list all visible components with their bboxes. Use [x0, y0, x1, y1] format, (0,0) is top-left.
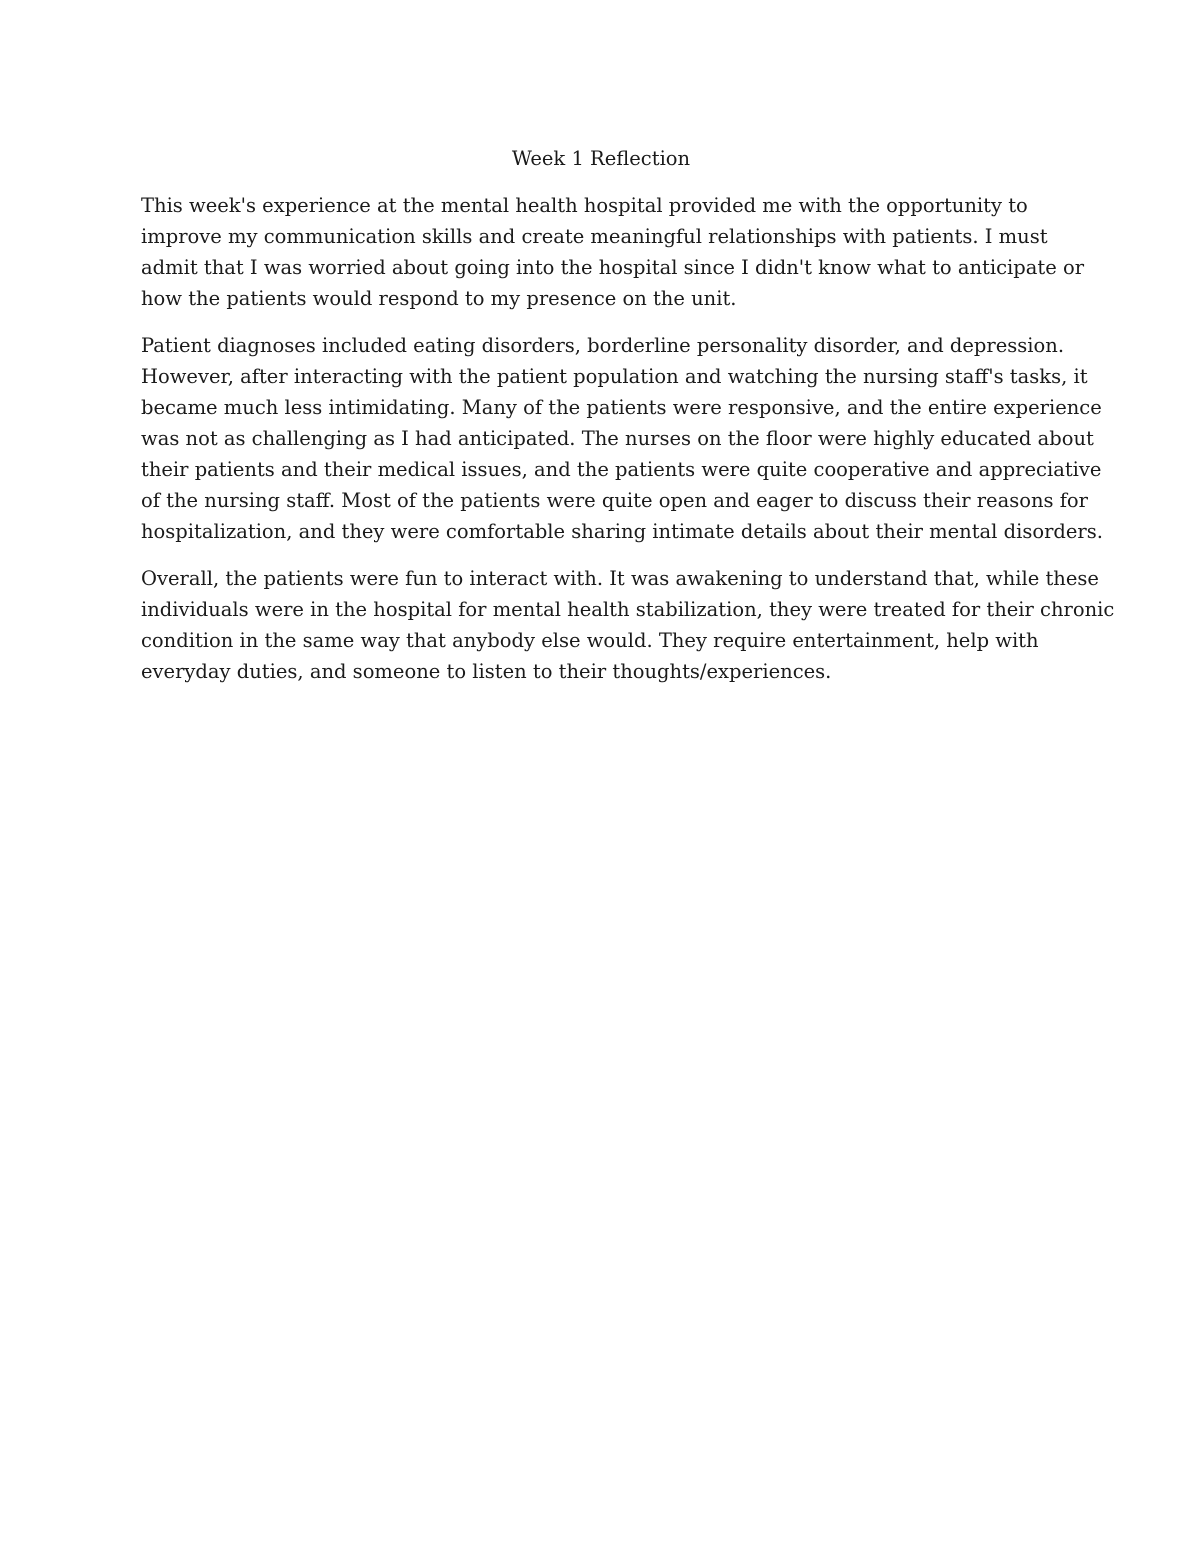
document-title: Week 1 Reflection — [511, 147, 691, 170]
paragraph-line: of the nursing staff. Most of the patients were quite open and eager to discuss their reasons for — [141, 489, 1088, 512]
paragraph-line: everyday duties, and someone to listen to their thoughts/experiences. — [141, 660, 832, 683]
paragraph-line: individuals were in the hospital for mental health stabilization, they were treated for their chronic — [141, 598, 1115, 621]
paragraph-1 — [141, 190, 1085, 314]
document-body — [141, 143, 1115, 703]
paragraph-line: admit that I was worried about going into the hospital since I didn't know what to anticipate or — [141, 256, 1085, 279]
paragraph-line: was not as challenging as I had anticipated. The nurses on the floor were highly educated about — [141, 427, 1094, 450]
paragraph-line: their patients and their medical issues, and the patients were quite cooperative and appreciative — [141, 458, 1102, 481]
paragraph-line: hospitalization, and they were comfortable sharing intimate details about their mental disorders. — [141, 520, 1103, 543]
paragraph-line: Overall, the patients were fun to interact with. It was awakening to understand that, while these — [141, 567, 1099, 590]
paragraph-line: However, after interacting with the patient population and watching the nursing staff's tasks, it — [141, 365, 1088, 388]
paragraph-line: This week's experience at the mental health hospital provided me with the opportunity to — [141, 194, 1028, 217]
paragraph-2 — [141, 330, 1103, 547]
paragraph-line: Patient diagnoses included eating disorders, borderline personality disorder, and depression. — [141, 334, 1065, 357]
paragraph-3 — [141, 563, 1115, 687]
paragraph-line: how the patients would respond to my presence on the unit. — [141, 287, 737, 310]
paragraph-line: condition in the same way that anybody else would. They require entertainment, help with — [141, 629, 1039, 652]
paragraph-line: improve my communication skills and create meaningful relationships with patients. I must — [141, 225, 1048, 248]
paragraph-line: became much less intimidating. Many of the patients were responsive, and the entire experience — [141, 396, 1102, 419]
